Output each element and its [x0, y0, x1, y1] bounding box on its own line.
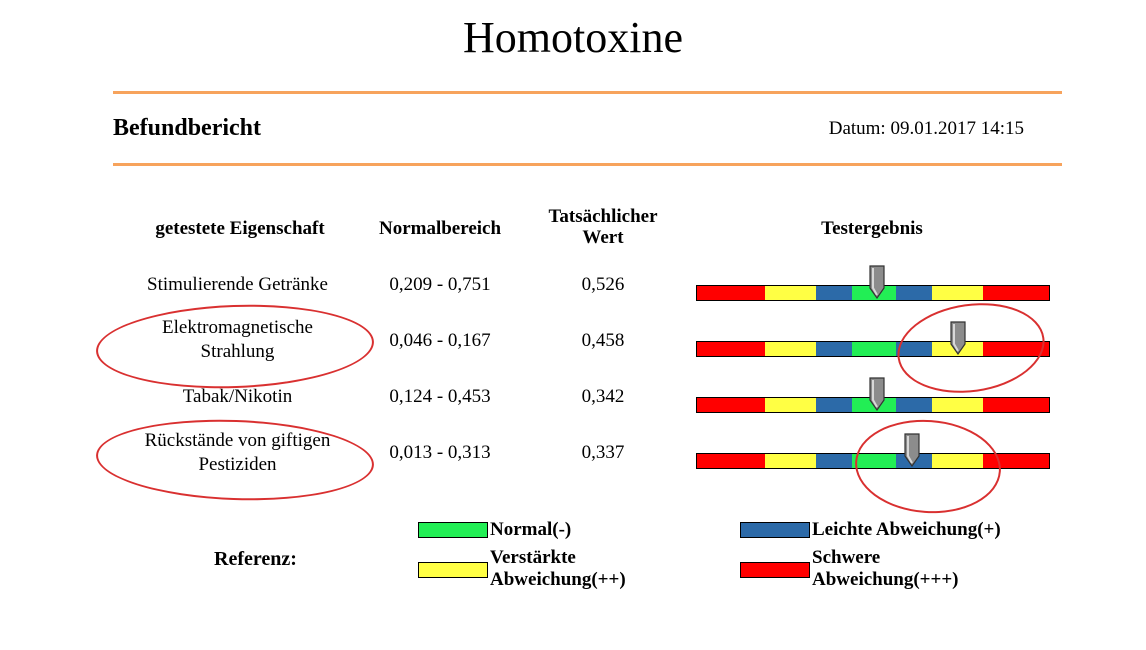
row-property-line: Tabak/Nikotin — [182, 386, 293, 407]
bottom-divider — [113, 163, 1062, 166]
result-marker-icon — [869, 377, 885, 411]
result-bar — [696, 341, 1050, 357]
legend-swatch-normal — [418, 522, 488, 538]
result-bar-segment-red — [697, 454, 765, 468]
result-marker-icon — [904, 433, 920, 467]
report-date: Datum: 09.01.2017 14:15 — [828, 118, 1024, 139]
result-bar-segment-red — [983, 398, 1049, 412]
report-title: Homotoxine — [463, 13, 683, 62]
legend-swatch-slight — [740, 522, 810, 538]
result-marker-icon — [950, 321, 966, 355]
legend-label-slight: Leichte Abweichung(+) — [812, 519, 1001, 540]
result-bar-segment-yellow — [932, 286, 984, 300]
result-bar-segment-red — [697, 342, 765, 356]
result-bar-segment-blue — [896, 286, 932, 300]
header-normal-range: Normalbereich — [378, 218, 502, 239]
result-bar-segment-blue — [816, 286, 852, 300]
row-property-line: Pestiziden — [198, 454, 277, 475]
row-property — [115, 429, 360, 477]
result-bar-segment-green — [852, 454, 896, 468]
legend-label-severe — [812, 547, 959, 591]
result-bar-segment-yellow — [765, 398, 817, 412]
row-actual-value: 0,458 — [581, 330, 625, 351]
legend-title: Referenz: — [214, 548, 297, 570]
legend-swatch-severe — [740, 562, 810, 578]
section-title: Befundbericht — [113, 115, 262, 141]
result-bar-segment-red — [697, 398, 765, 412]
header-actual-value-line1: Tatsächlicher — [548, 206, 658, 227]
row-normal-range: 0,013 - 0,313 — [389, 442, 491, 463]
header-actual-value-line2: Wert — [582, 227, 624, 248]
result-bar-segment-red — [983, 286, 1049, 300]
result-bar-segment-blue — [816, 342, 852, 356]
row-actual-value: 0,526 — [581, 274, 625, 295]
result-marker-icon — [869, 265, 885, 299]
header-property: getestete Eigenschaft — [155, 218, 325, 239]
result-bar-segment-blue — [816, 398, 852, 412]
result-bar-segment-yellow — [765, 286, 817, 300]
row-actual-value: 0,342 — [581, 386, 625, 407]
result-bar-segment-red — [983, 342, 1049, 356]
result-bar-segment-red — [983, 454, 1049, 468]
result-bar-segment-blue — [896, 342, 932, 356]
header-actual-value — [520, 206, 686, 248]
result-bar-segment-blue — [816, 454, 852, 468]
result-bar-segment-red — [697, 286, 765, 300]
legend-label-severe-line2: Abweichung(+++) — [812, 569, 959, 590]
row-normal-range: 0,124 - 0,453 — [389, 386, 491, 407]
result-bar-segment-green — [852, 342, 896, 356]
result-bar-segment-blue — [896, 398, 932, 412]
legend-swatch-increased — [418, 562, 488, 578]
row-normal-range: 0,209 - 0,751 — [389, 274, 491, 295]
legend-label-increased — [490, 547, 626, 591]
result-bar — [696, 453, 1050, 469]
top-divider — [113, 91, 1062, 94]
row-property — [115, 385, 360, 409]
header-test-result: Testergebnis — [821, 218, 923, 239]
row-property-line: Stimulierende Getränke — [147, 274, 328, 295]
legend-label-normal: Normal(-) — [490, 519, 572, 540]
row-property — [115, 273, 360, 297]
result-bar-segment-yellow — [932, 454, 984, 468]
row-property-line: Elektromagnetische — [162, 317, 313, 338]
legend-label-increased-line2: Abweichung(++) — [490, 569, 626, 590]
result-bar-segment-yellow — [932, 398, 984, 412]
result-bar-segment-yellow — [765, 454, 817, 468]
legend-label-increased-line1: Verstärkte — [490, 547, 576, 568]
row-actual-value: 0,337 — [581, 442, 625, 463]
row-normal-range: 0,046 - 0,167 — [389, 330, 491, 351]
result-bar-segment-yellow — [765, 342, 817, 356]
row-property — [115, 316, 360, 364]
legend-label-severe-line1: Schwere — [812, 547, 881, 568]
row-property-line: Rückstände von giftigen — [144, 430, 331, 451]
row-property-line: Strahlung — [200, 341, 275, 362]
